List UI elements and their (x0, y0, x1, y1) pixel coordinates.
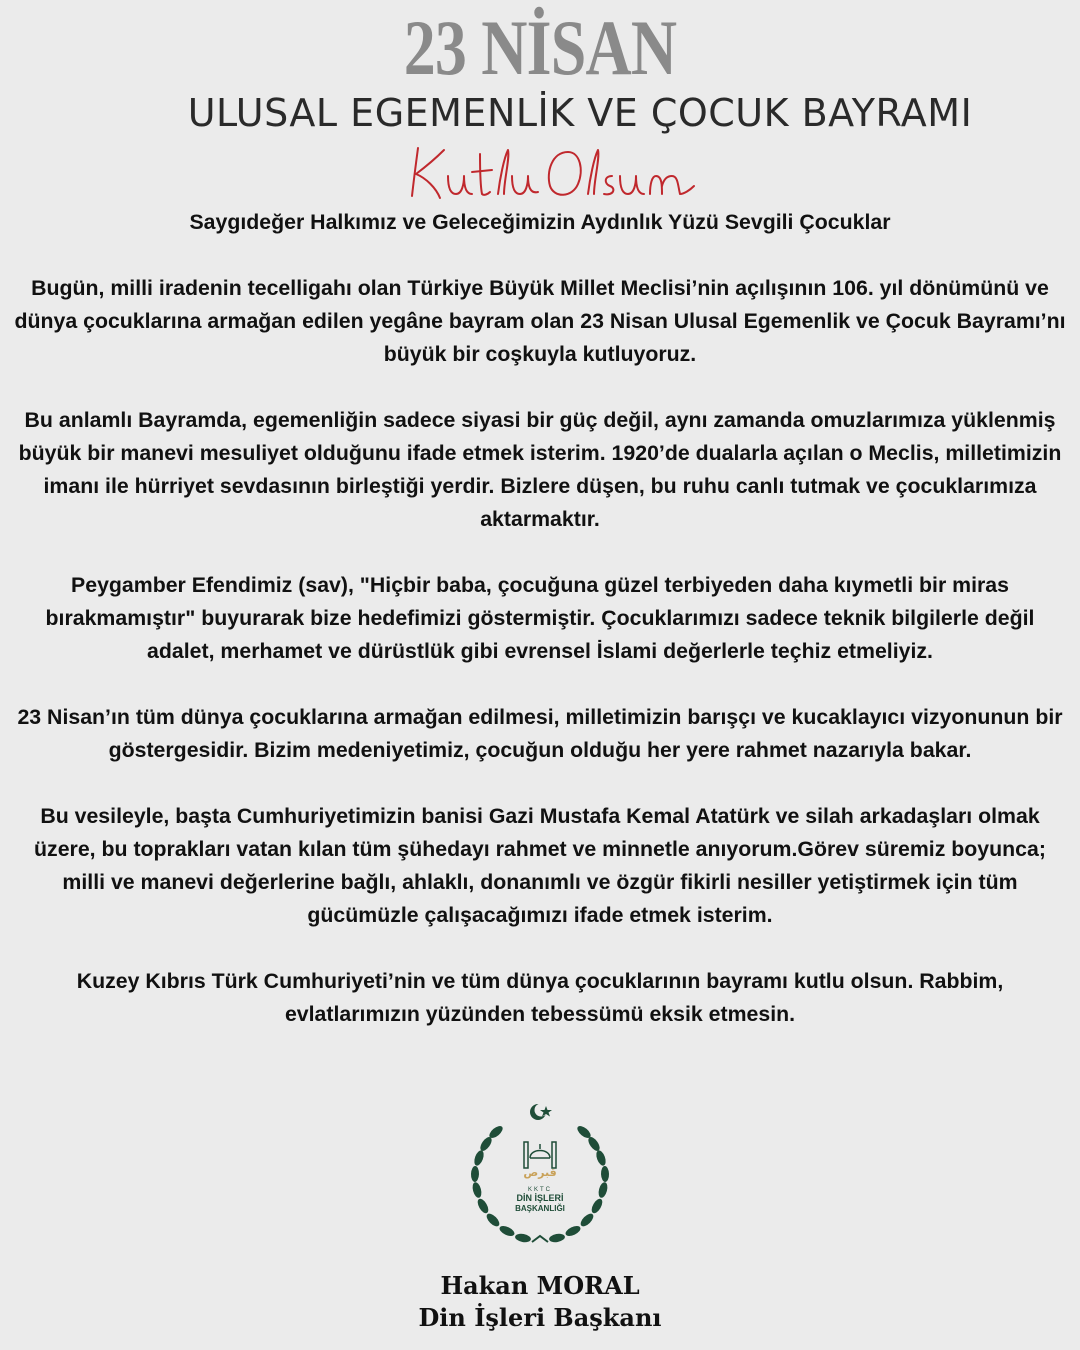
paragraph-6: Kuzey Kıbrıs Türk Cumhuriyeti’nin ve tüm dünya çocuklarının bayramı kutlu olsun. Rabbim, evlatlarımızın yüzünden tebessümü eksik etmesin. (76, 969, 1004, 1026)
svg-text:DİN İŞLERİ: DİN İŞLERİ (516, 1193, 564, 1203)
svg-text:BAŞKANLIĞI: BAŞKANLIĞI (515, 1204, 565, 1213)
svg-text:قبرص: قبرص (523, 1166, 557, 1179)
header-date: 23 NİSAN (403, 4, 677, 91)
signature (0, 1270, 1080, 1334)
signatory-name: Hakan MORAL (440, 1271, 640, 1300)
paragraph-5: Bu vesileyle, başta Cumhuriyetimizin banisi Gazi Mustafa Kemal Atatürk ve silah arkadaşları olmak üzere, bu toprakları vatan kılan tüm şühedayı rahmet ve minnetle anıyorum.Görev süremiz boyunca; milli ve manevi değerlerine bağlı, ahlaklı, donanımlı ve özgür fikirli nesiller yetiştirmek için tüm gücümüzle çalışacağımızı ifade etmek isterim. (34, 804, 1046, 927)
paragraph-4: 23 Nisan’ın tüm dünya çocuklarına armağan edilmesi, milletimizin barışçı ve kucaklayıcı vizyonunun bir göstergesidir. Bizim medeniyetimiz, çocuğun olduğu her yere rahmet nazarıyla bakar. (17, 705, 1063, 762)
paragraph-3: Peygamber Efendimiz (sav), "Hiçbir baba, çocuğuna güzel terbiyeden daha kıymetli bir miras bırakmamıştır" buyurarak bize hedefimizi göstermiştir. Çocuklarımızı sadece teknik bilgilerle değil adalet, merhamet ve dürüstlük gibi evrensel İslami değerlerle teçhiz etmeliyiz. (45, 573, 1035, 663)
greeting: Saygıdeğer Halkımız ve Geleceğimizin Aydınlık Yüzü Sevgili Çocuklar (189, 210, 891, 234)
mosque-icon (524, 1142, 556, 1168)
kktc-din-isleri-emblem-icon (466, 1100, 614, 1250)
paragraph-2: Bu anlamlı Bayramda, egemenliğin sadece siyasi bir güç değil, aynı zamanda omuzlarımıza yüklenmiş büyük bir manevi mesuliyet olduğunu ifade etmek isterim. 1920’de dualarla açılan o Meclis, milletimizin imanı ile hürriyet sevdasının birleştiği yerdir. Bizlere düşen, bu ruhu canlı tutmak ve çocuklarımıza aktarmaktır. (18, 408, 1062, 531)
signatory-role: Din İşleri Başkanı (418, 1303, 662, 1332)
paragraph-1: Bugün, milli iradenin tecelligahı olan Türkiye Büyük Millet Meclisi’nin açılışının 106. yıl dönümünü ve dünya çocuklarına armağan edilen yegâne bayram olan 23 Nisan Ulusal Egemenlik ve Çocuk Bayramı’nı büyük bir coşkuyla kutluyoruz. (14, 276, 1066, 366)
header-title: ULUSAL EGEMENLİK VE ÇOCUK BAYRAMI (187, 91, 973, 135)
kutlu-olsun-script (400, 138, 700, 204)
svg-text:KKTC: KKTC (527, 1187, 553, 1193)
message-body (14, 206, 1066, 1064)
wreath-icon (471, 1124, 610, 1244)
crescent-star-icon (530, 1104, 552, 1121)
